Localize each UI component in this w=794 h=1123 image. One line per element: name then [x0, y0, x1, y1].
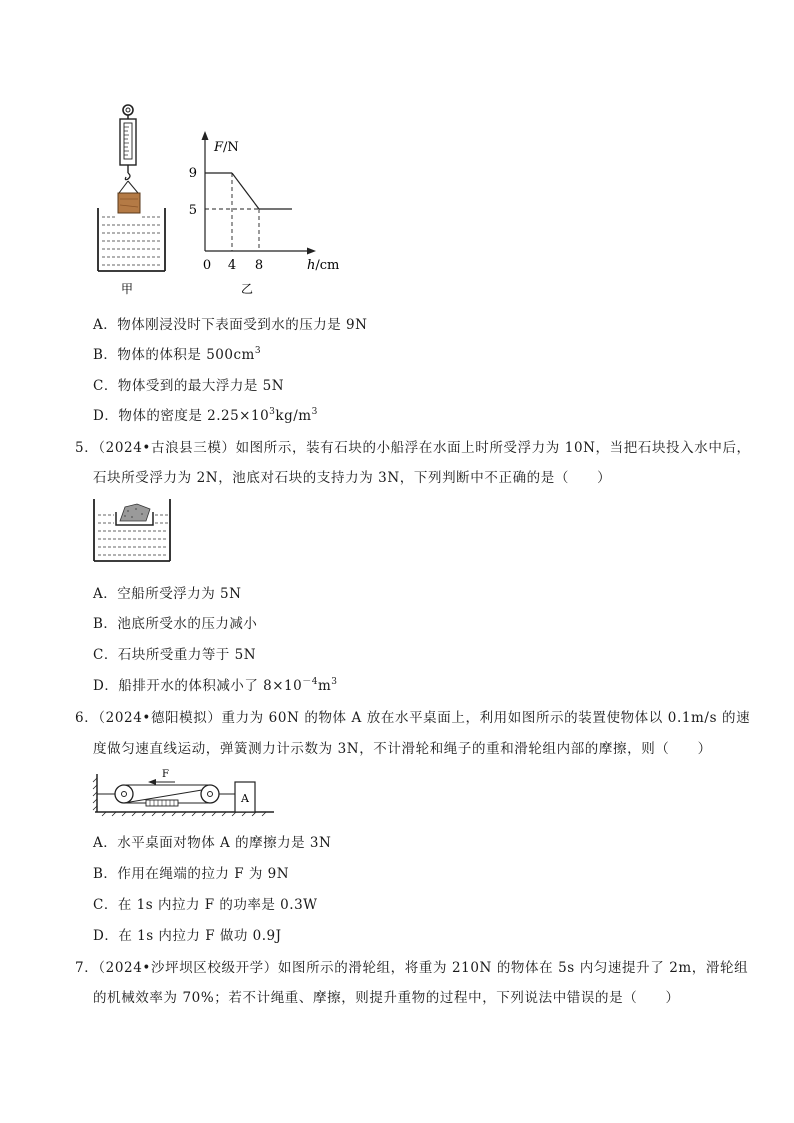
- superscript: 3: [269, 407, 276, 417]
- option-text: 空船所受浮力为 5N: [117, 586, 242, 602]
- option-label: B．: [93, 866, 118, 882]
- q5-option-c[interactable]: [93, 643, 256, 663]
- q6-figure-pulley: [92, 766, 282, 818]
- q5-option-b[interactable]: [93, 612, 257, 632]
- option-text: 在 1s 内拉力 F 做功 0.9J: [118, 928, 282, 944]
- force-depth-graph: [189, 131, 340, 273]
- superscript: 3: [331, 677, 338, 687]
- option-text: 水平桌面对物体 A 的摩擦力是 3N: [117, 835, 332, 851]
- option-label: D．: [93, 408, 119, 424]
- q5-stem-line2: 石块所受浮力为 2N，池底对石块的支持力为 3N，下列判断中不正确的是（ ）: [93, 470, 612, 486]
- option-label: A．: [93, 586, 118, 602]
- option-label: A．: [93, 835, 118, 851]
- question-text: （2024•古浪县三模）如图所示，装有石块的小船浮在水面上时所受浮力为 10N，当把石块投入水中后，: [98, 440, 751, 456]
- option-label: D．: [93, 678, 119, 694]
- q7-stem-line1: [75, 956, 748, 976]
- q4-option-a[interactable]: [93, 313, 367, 333]
- q7-stem-line2: 的机械效率为 70%；若不计绳重、摩擦，则提升重物的过程中，下列说法中错误的是（ ）: [93, 990, 680, 1006]
- option-label: B．: [93, 616, 118, 632]
- superscript: －4: [302, 677, 318, 687]
- x-axis-label: h/cm: [307, 258, 340, 273]
- force-label-f: F: [162, 769, 169, 780]
- option-label: C．: [93, 897, 118, 913]
- option-text: 物体的密度是 2.25×10: [118, 408, 270, 424]
- option-label: D．: [93, 928, 119, 944]
- y-tick-5: 5: [188, 203, 197, 218]
- option-text: 船排开水的体积减小了 8×10: [118, 678, 303, 694]
- q6-stem-line1: [75, 706, 750, 726]
- q6-option-b[interactable]: [93, 862, 289, 882]
- question-number: 6．: [75, 710, 99, 726]
- spring-scale-diagram: [98, 105, 165, 271]
- option-text-unit: kg/m: [275, 408, 312, 424]
- option-text-unit: m: [317, 678, 332, 694]
- question-number: 5．: [75, 440, 99, 456]
- option-label: C．: [93, 378, 118, 394]
- superscript: 3: [254, 346, 262, 356]
- option-label: C．: [93, 647, 118, 663]
- option-label: A．: [93, 317, 118, 333]
- question-text: （2024•沙坪坝区校级开学）如图所示的滑轮组，将重为 210N 的物体在 5s 内匀速提升了 2m，滑轮组: [98, 960, 749, 976]
- q6-option-d[interactable]: [93, 924, 282, 944]
- q6-stem-line2: 度做匀速直线运动，弹簧测力计示数为 3N，不计滑轮和绳子的重和滑轮组内部的摩擦，则（ ）: [93, 741, 712, 757]
- option-text: 池底所受水的压力减小: [117, 616, 258, 632]
- y-tick-9: 9: [188, 166, 197, 181]
- q5-figure-boat: [92, 497, 172, 563]
- q5-option-a[interactable]: [93, 582, 241, 602]
- figure-label-jia: 甲: [120, 282, 134, 296]
- option-text: 石块所受重力等于 5N: [117, 647, 257, 663]
- q5-stem-line1: [75, 436, 751, 456]
- q4-figure: [85, 95, 365, 300]
- option-label: B．: [93, 347, 118, 363]
- q5-option-d[interactable]: [93, 674, 337, 694]
- q6-option-c[interactable]: [93, 893, 318, 913]
- figure-label-yi: 乙: [240, 282, 254, 296]
- q4-option-c[interactable]: [93, 374, 284, 394]
- q6-option-a[interactable]: [93, 831, 331, 851]
- origin-label: 0: [202, 258, 212, 273]
- question-text: （2024•德阳模拟）重力为 60N 的物体 A 放在水平桌面上，利用如图所示的装置使物体以 0.1m/s 的速: [98, 710, 751, 726]
- option-text: 物体受到的最大浮力是 5N: [117, 378, 285, 394]
- q4-option-b[interactable]: [93, 343, 261, 363]
- question-number: 7．: [75, 960, 99, 976]
- x-tick-8: 8: [254, 258, 264, 273]
- y-axis-label: F/N: [214, 140, 239, 155]
- block-label-a: A: [241, 792, 249, 805]
- option-text: 作用在绳端的拉力 F 为 9N: [117, 866, 290, 882]
- option-text: 在 1s 内拉力 F 的功率是 0.3W: [117, 897, 318, 913]
- superscript: 3: [311, 407, 318, 417]
- q4-option-d[interactable]: [93, 404, 318, 424]
- x-tick-4: 4: [227, 258, 237, 273]
- option-text: 物体刚浸没时下表面受到水的压力是 9N: [117, 317, 368, 333]
- option-text: 物体的体积是 500cm: [117, 347, 255, 363]
